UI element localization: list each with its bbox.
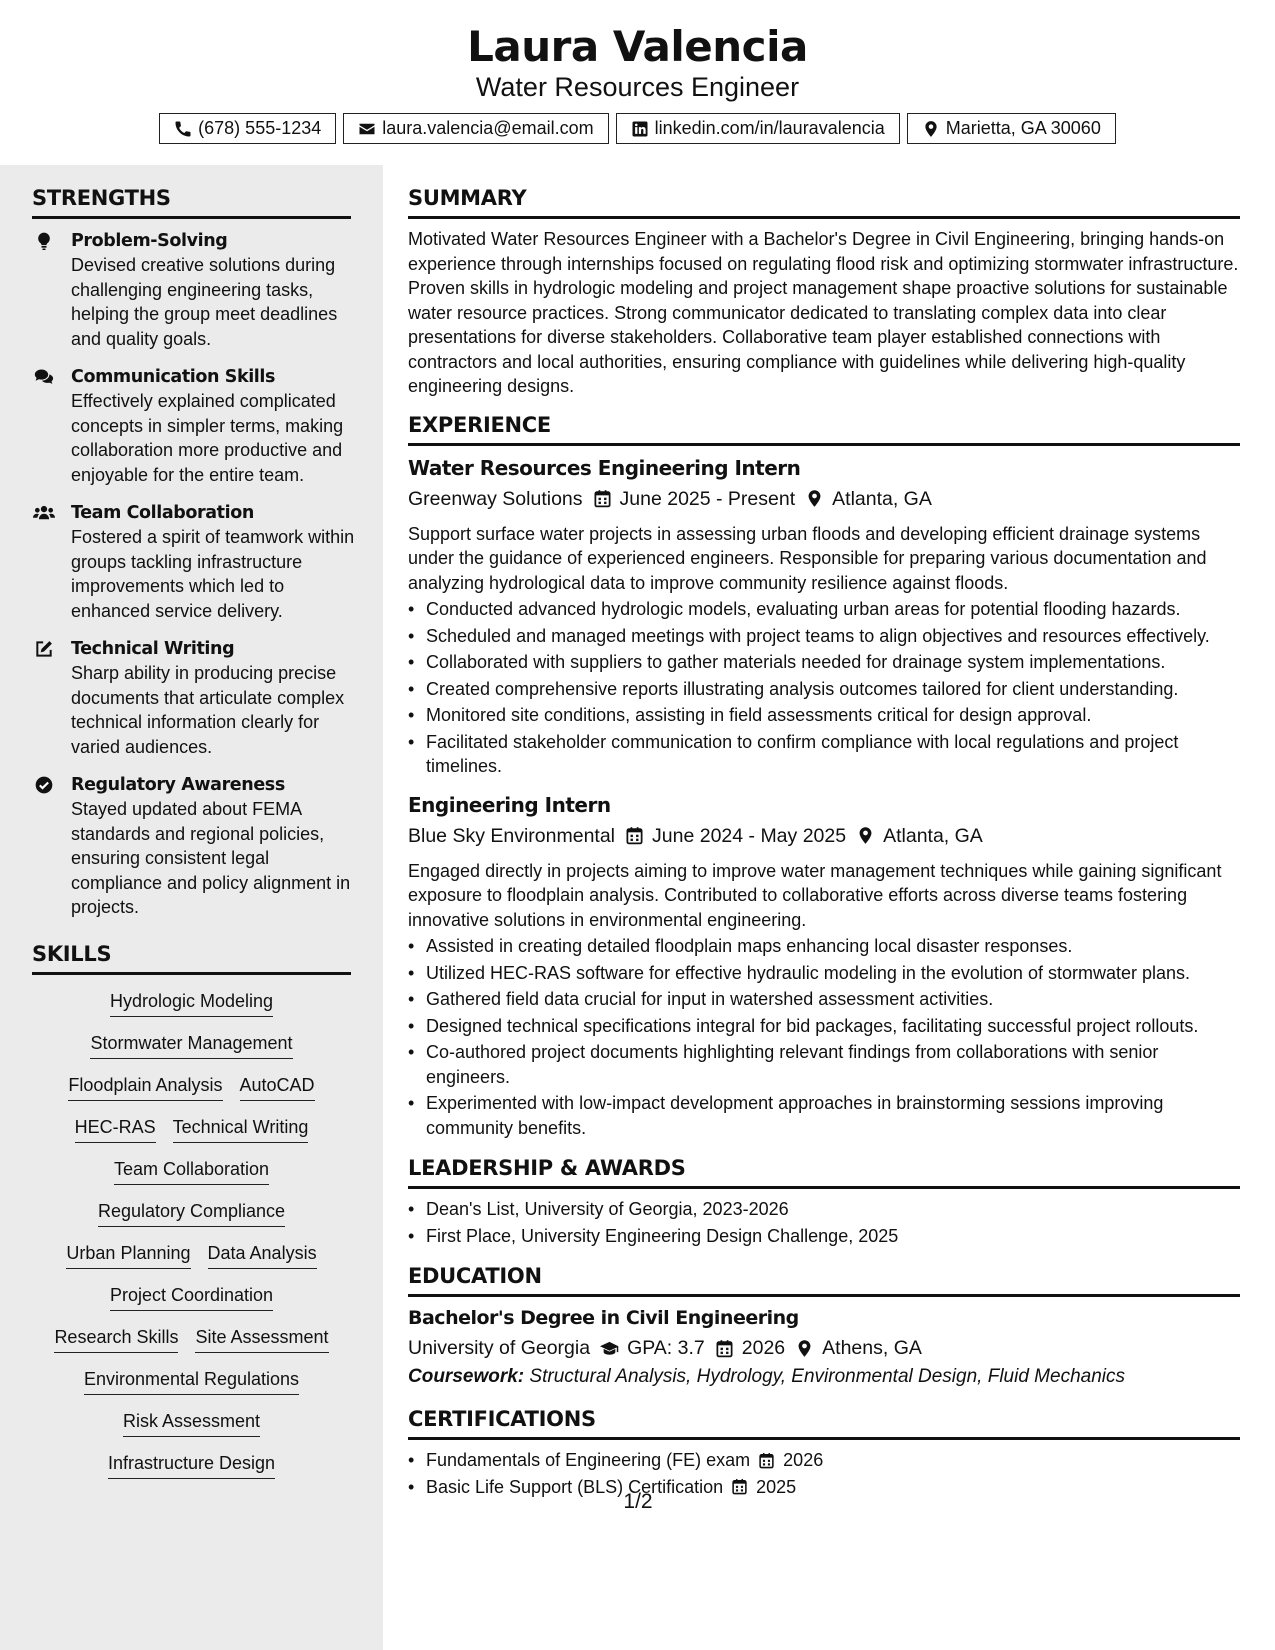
job-location: Atlanta, GA — [883, 824, 983, 847]
job-bullets — [408, 597, 1240, 779]
skills-heading: SKILLS — [32, 942, 351, 975]
strength-item — [0, 501, 383, 623]
certification-year: 2026 — [783, 1450, 824, 1470]
experience-heading: EXPERIENCE — [408, 413, 1240, 446]
candidate-title: Water Resources Engineer — [475, 72, 800, 102]
contact-linkedin[interactable] — [616, 113, 900, 144]
contact-email[interactable] — [343, 113, 608, 144]
skill-row — [20, 1115, 363, 1143]
job-bullet: • Monitored site conditions, assisting in field assessments critical for design approval. — [408, 703, 1240, 728]
map-marker-icon — [805, 489, 824, 508]
strength-desc: Devised creative solutions during challenging engineering tasks, helping the group meet deadlines and quality goals. — [71, 255, 338, 349]
job-role: Engineering Intern — [408, 792, 611, 817]
skill-tag: Environmental Regulations — [84, 1367, 299, 1395]
skill-row — [20, 1241, 363, 1269]
lightbulb-icon — [33, 231, 55, 251]
skill-row — [20, 1451, 363, 1479]
resume-header — [0, 0, 1275, 165]
job-location-group — [805, 484, 932, 514]
skill-tag: Technical Writing — [173, 1115, 309, 1143]
job-bullet: • Designed technical specifications integral for bid packages, facilitating successful project rollouts. — [408, 1014, 1240, 1039]
job-bullet: • Co-authored project documents highlighting relevant findings from collaborations with senior engineers. — [408, 1040, 1240, 1089]
job-bullet: • Scheduled and managed meetings with project teams to align objectives and resources effectively. — [408, 624, 1240, 649]
skill-tag: Risk Assessment — [123, 1409, 260, 1437]
phone-text: (678) 555-1234 — [198, 118, 322, 138]
education-heading: EDUCATION — [408, 1264, 1240, 1297]
candidate-name: Laura Valencia — [467, 22, 808, 71]
certification-item — [408, 1448, 1240, 1473]
calendar-icon — [625, 826, 644, 845]
education-year: 2026 — [741, 1337, 786, 1359]
skill-row — [20, 1283, 363, 1311]
skill-tag: Urban Planning — [66, 1241, 190, 1269]
job-dates: June 2024 - May 2025 — [652, 824, 847, 847]
skills-list — [0, 975, 383, 1479]
strength-title: Technical Writing — [71, 639, 235, 659]
job-dates: June 2025 - Present — [619, 487, 796, 510]
users-icon — [33, 503, 55, 523]
map-marker-icon — [856, 826, 875, 845]
strength-desc: Sharp ability in producing precise documents that articulate complex technical information clearly for varied audiences. — [71, 663, 345, 757]
skill-tag: Data Analysis — [208, 1241, 317, 1269]
certification-name: • Fundamentals of Engineering (FE) exam — [426, 1450, 751, 1470]
summary-heading: SUMMARY — [408, 186, 1240, 219]
phone-icon — [174, 120, 192, 138]
envelope-icon — [358, 120, 376, 138]
job-bullet: • Experimented with low-impact development approaches in brainstorming sessions improving community benefits. — [408, 1091, 1240, 1140]
skill-tag: Infrastructure Design — [108, 1451, 275, 1479]
job-bullet: • Collaborated with suppliers to gather materials needed for drainage system implementations. — [408, 650, 1240, 675]
education-location: Athens, GA — [822, 1337, 922, 1359]
contact-bar — [0, 113, 1275, 144]
job-role: Water Resources Engineering Intern — [408, 455, 801, 480]
skill-tag: HEC-RAS — [75, 1115, 156, 1143]
calendar-icon — [715, 1339, 734, 1358]
strengths-heading: STRENGTHS — [32, 186, 351, 219]
coursework-label: Coursework: — [408, 1366, 525, 1387]
leadership-list — [408, 1197, 1240, 1248]
coursework-list: Structural Analysis, Hydrology, Environmental Design, Fluid Mechanics — [529, 1366, 1125, 1387]
skill-tag: Stormwater Management — [90, 1031, 292, 1059]
strength-item — [0, 229, 383, 351]
strength-item — [0, 637, 383, 759]
skill-tag: AutoCAD — [240, 1073, 315, 1101]
job-location-group — [856, 821, 983, 851]
strength-title: Regulatory Awareness — [71, 775, 285, 795]
skill-tag: Research Skills — [54, 1325, 178, 1353]
education-gpa-group — [600, 1333, 705, 1363]
job-entry — [408, 791, 1240, 1141]
education-gpa: GPA: 3.7 — [627, 1337, 705, 1359]
strength-item — [0, 365, 383, 487]
calendar-icon — [758, 1452, 775, 1469]
skill-tag: Team Collaboration — [114, 1157, 269, 1185]
skill-row — [20, 989, 363, 1017]
skill-row — [20, 1031, 363, 1059]
sidebar — [0, 165, 383, 1650]
page-number: 1/2 — [623, 1490, 653, 1513]
job-location: Atlanta, GA — [832, 487, 932, 510]
email-text: laura.valencia@email.com — [382, 118, 594, 138]
strength-item — [0, 773, 383, 920]
job-bullet: • Conducted advanced hydrologic models, evaluating urban areas for potential flooding hazards. — [408, 597, 1240, 622]
skill-row — [20, 1073, 363, 1101]
coursework — [408, 1363, 1240, 1391]
award-item: • Dean's List, University of Georgia, 2023-2026 — [408, 1197, 1240, 1222]
contact-location[interactable] — [907, 113, 1116, 144]
graduation-cap-icon — [600, 1339, 619, 1358]
strength-title: Communication Skills — [71, 367, 276, 387]
skill-row — [20, 1325, 363, 1353]
job-company: Blue Sky Environmental — [408, 824, 616, 847]
skill-row — [20, 1199, 363, 1227]
check-circle-icon — [33, 775, 55, 795]
certifications-heading: CERTIFICATIONS — [408, 1407, 1240, 1440]
job-bullets — [408, 934, 1240, 1140]
education-year-group — [715, 1333, 785, 1363]
contact-phone[interactable] — [159, 113, 336, 144]
main-column — [408, 165, 1240, 1501]
education-meta — [408, 1333, 1240, 1363]
job-company: Greenway Solutions — [408, 487, 583, 510]
summary-text: Motivated Water Resources Engineer with a Bachelor's Degree in Civil Engineering, bringing hands-on experience through internships focused on regulating flood risk and optimizing stormwater infrastructure. Proven skills in hydrologic modeling and project management shape proactive solutions for sustainable water resource practices. Strong communicator dedicated to translating complex data into clear presentations for diverse stakeholders. Collaborative team player established connections with contractors and local authorities, ensuring compliance with guidelines while delivering high-quality engineering designs. — [408, 229, 1239, 396]
leadership-heading: LEADERSHIP & AWARDS — [408, 1156, 1240, 1189]
job-meta — [408, 484, 1240, 514]
skill-tag: Site Assessment — [195, 1325, 328, 1353]
comments-icon — [33, 367, 55, 387]
job-dates-group — [625, 821, 846, 851]
map-marker-icon — [795, 1339, 814, 1358]
job-bullet: • Assisted in creating detailed floodplain maps enhancing local disaster responses. — [408, 934, 1240, 959]
certification-year: 2025 — [756, 1476, 797, 1497]
job-bullet: • Gathered field data crucial for input in watershed assessment activities. — [408, 987, 1240, 1012]
skill-tag: Floodplain Analysis — [68, 1073, 222, 1101]
certification-row — [426, 1448, 1240, 1473]
certification-name: • Basic Life Support (BLS) Certification — [426, 1476, 724, 1497]
job-description: Engaged directly in projects aiming to improve water management techniques while gaining significant exposure to floodplain analysis. Contributed to collaborative efforts across diverse teams fostering innovative solutions in environmental engineering. — [408, 860, 1222, 930]
education-school: University of Georgia — [408, 1337, 591, 1359]
job-description: Support surface water projects in assessing urban floods and developing efficient drainage systems under the guidance of experienced engineers. Responsible for preparing various documentation and analyzing hydrological data to improve community resilience against floods. — [408, 523, 1207, 593]
calendar-icon — [593, 489, 612, 508]
map-marker-icon — [922, 120, 940, 138]
strength-desc: Fostered a spirit of teamwork within groups tackling infrastructure improvements which led to enhanced service delivery. — [71, 527, 355, 621]
job-bullet: • Created comprehensive reports illustrating analysis outcomes tailored for client understanding. — [408, 677, 1240, 702]
education-degree: Bachelor's Degree in Civil Engineering — [408, 1307, 799, 1329]
linkedin-text: linkedin.com/in/lauravalencia — [654, 118, 885, 138]
skill-tag: Hydrologic Modeling — [110, 989, 273, 1017]
location-text: Marietta, GA 30060 — [945, 118, 1101, 138]
job-entry — [408, 454, 1240, 779]
job-dates-group — [593, 484, 796, 514]
job-meta — [408, 821, 1240, 851]
skill-tag: Regulatory Compliance — [98, 1199, 285, 1227]
strength-title: Problem-Solving — [71, 231, 228, 251]
award-item: • First Place, University Engineering Design Challenge, 2025 — [408, 1224, 1240, 1249]
skill-row — [20, 1367, 363, 1395]
edit-icon — [33, 639, 55, 659]
skill-row — [20, 1157, 363, 1185]
strength-title: Team Collaboration — [71, 503, 254, 523]
strength-desc: Effectively explained complicated concepts in simpler terms, making collaboration more productive and enjoyable for the entire team. — [71, 391, 344, 485]
job-bullet: • Utilized HEC-RAS software for effective hydraulic modeling in the evolution of stormwater plans. — [408, 961, 1240, 986]
job-bullet: • Facilitated stakeholder communication to confirm compliance with local regulations and project timelines. — [408, 730, 1240, 779]
education-location-group — [795, 1333, 922, 1363]
skill-tag: Project Coordination — [110, 1283, 273, 1311]
linkedin-icon — [631, 120, 649, 138]
strengths-list — [0, 229, 383, 920]
skill-row — [20, 1409, 363, 1437]
strength-desc: Stayed updated about FEMA standards and regional policies, ensuring consistent legal compliance and policy alignment in projects. — [71, 799, 351, 917]
